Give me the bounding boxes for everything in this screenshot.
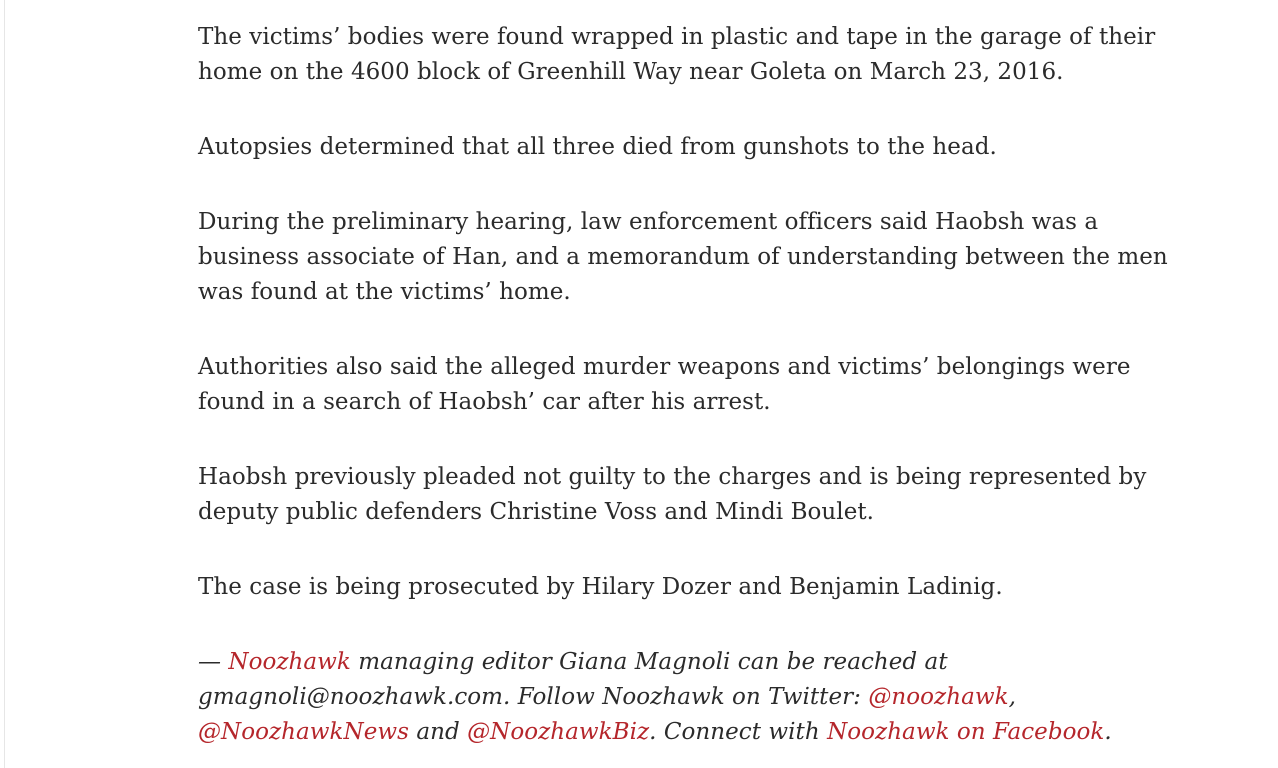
twitter-noozhawknews-link[interactable]: @NoozhawkNews bbox=[198, 719, 409, 745]
credit-separator-comma: , bbox=[1008, 684, 1016, 710]
credit-text-contact: managing editor Giana Magnoli can be reached at gmagnoli@noozhawk.com. Follow Noozhawk on Twitter: bbox=[198, 649, 948, 710]
credit-end: . bbox=[1104, 719, 1112, 745]
twitter-noozhawk-link[interactable]: @noozhawk bbox=[868, 684, 1009, 710]
paragraph-bodies-found: The victims’ bodies were found wrapped in plastic and tape in the garage of their home on the 4600 block of Greenhill Way near Goleta on March 23, 2016. bbox=[198, 24, 1156, 85]
noozhawk-link[interactable]: Noozhawk bbox=[228, 649, 351, 675]
paragraph-not-guilty-plea: Haobsh previously pleaded not guilty to the charges and is being represented by deputy public defenders Christine Voss and Mindi Boulet. bbox=[198, 464, 1147, 525]
left-divider bbox=[4, 0, 5, 768]
twitter-noozhawkbiz-link[interactable]: @NoozhawkBiz bbox=[467, 719, 650, 745]
paragraph-prosecutors: The case is being prosecuted by Hilary Dozer and Benjamin Ladinig. bbox=[198, 574, 1003, 600]
facebook-link[interactable]: Noozhawk on Facebook bbox=[827, 719, 1105, 745]
credit-dash: — bbox=[198, 649, 229, 675]
paragraph-murder-weapons: Authorities also said the alleged murder weapons and victims’ belongings were found in a search of Haobsh’ car after his arrest. bbox=[198, 354, 1131, 415]
paragraph-preliminary-hearing: During the preliminary hearing, law enforcement officers said Haobsh was a business associate of Han, and a memorandum of understanding between the men was found at the victims’ home. bbox=[198, 209, 1168, 305]
article-body bbox=[198, 20, 1188, 768]
credit-text-connect: . Connect with bbox=[649, 719, 828, 745]
author-credit bbox=[198, 645, 1188, 750]
paragraph-autopsies: Autopsies determined that all three died from gunshots to the head. bbox=[198, 134, 997, 160]
credit-separator-and: and bbox=[408, 719, 468, 745]
